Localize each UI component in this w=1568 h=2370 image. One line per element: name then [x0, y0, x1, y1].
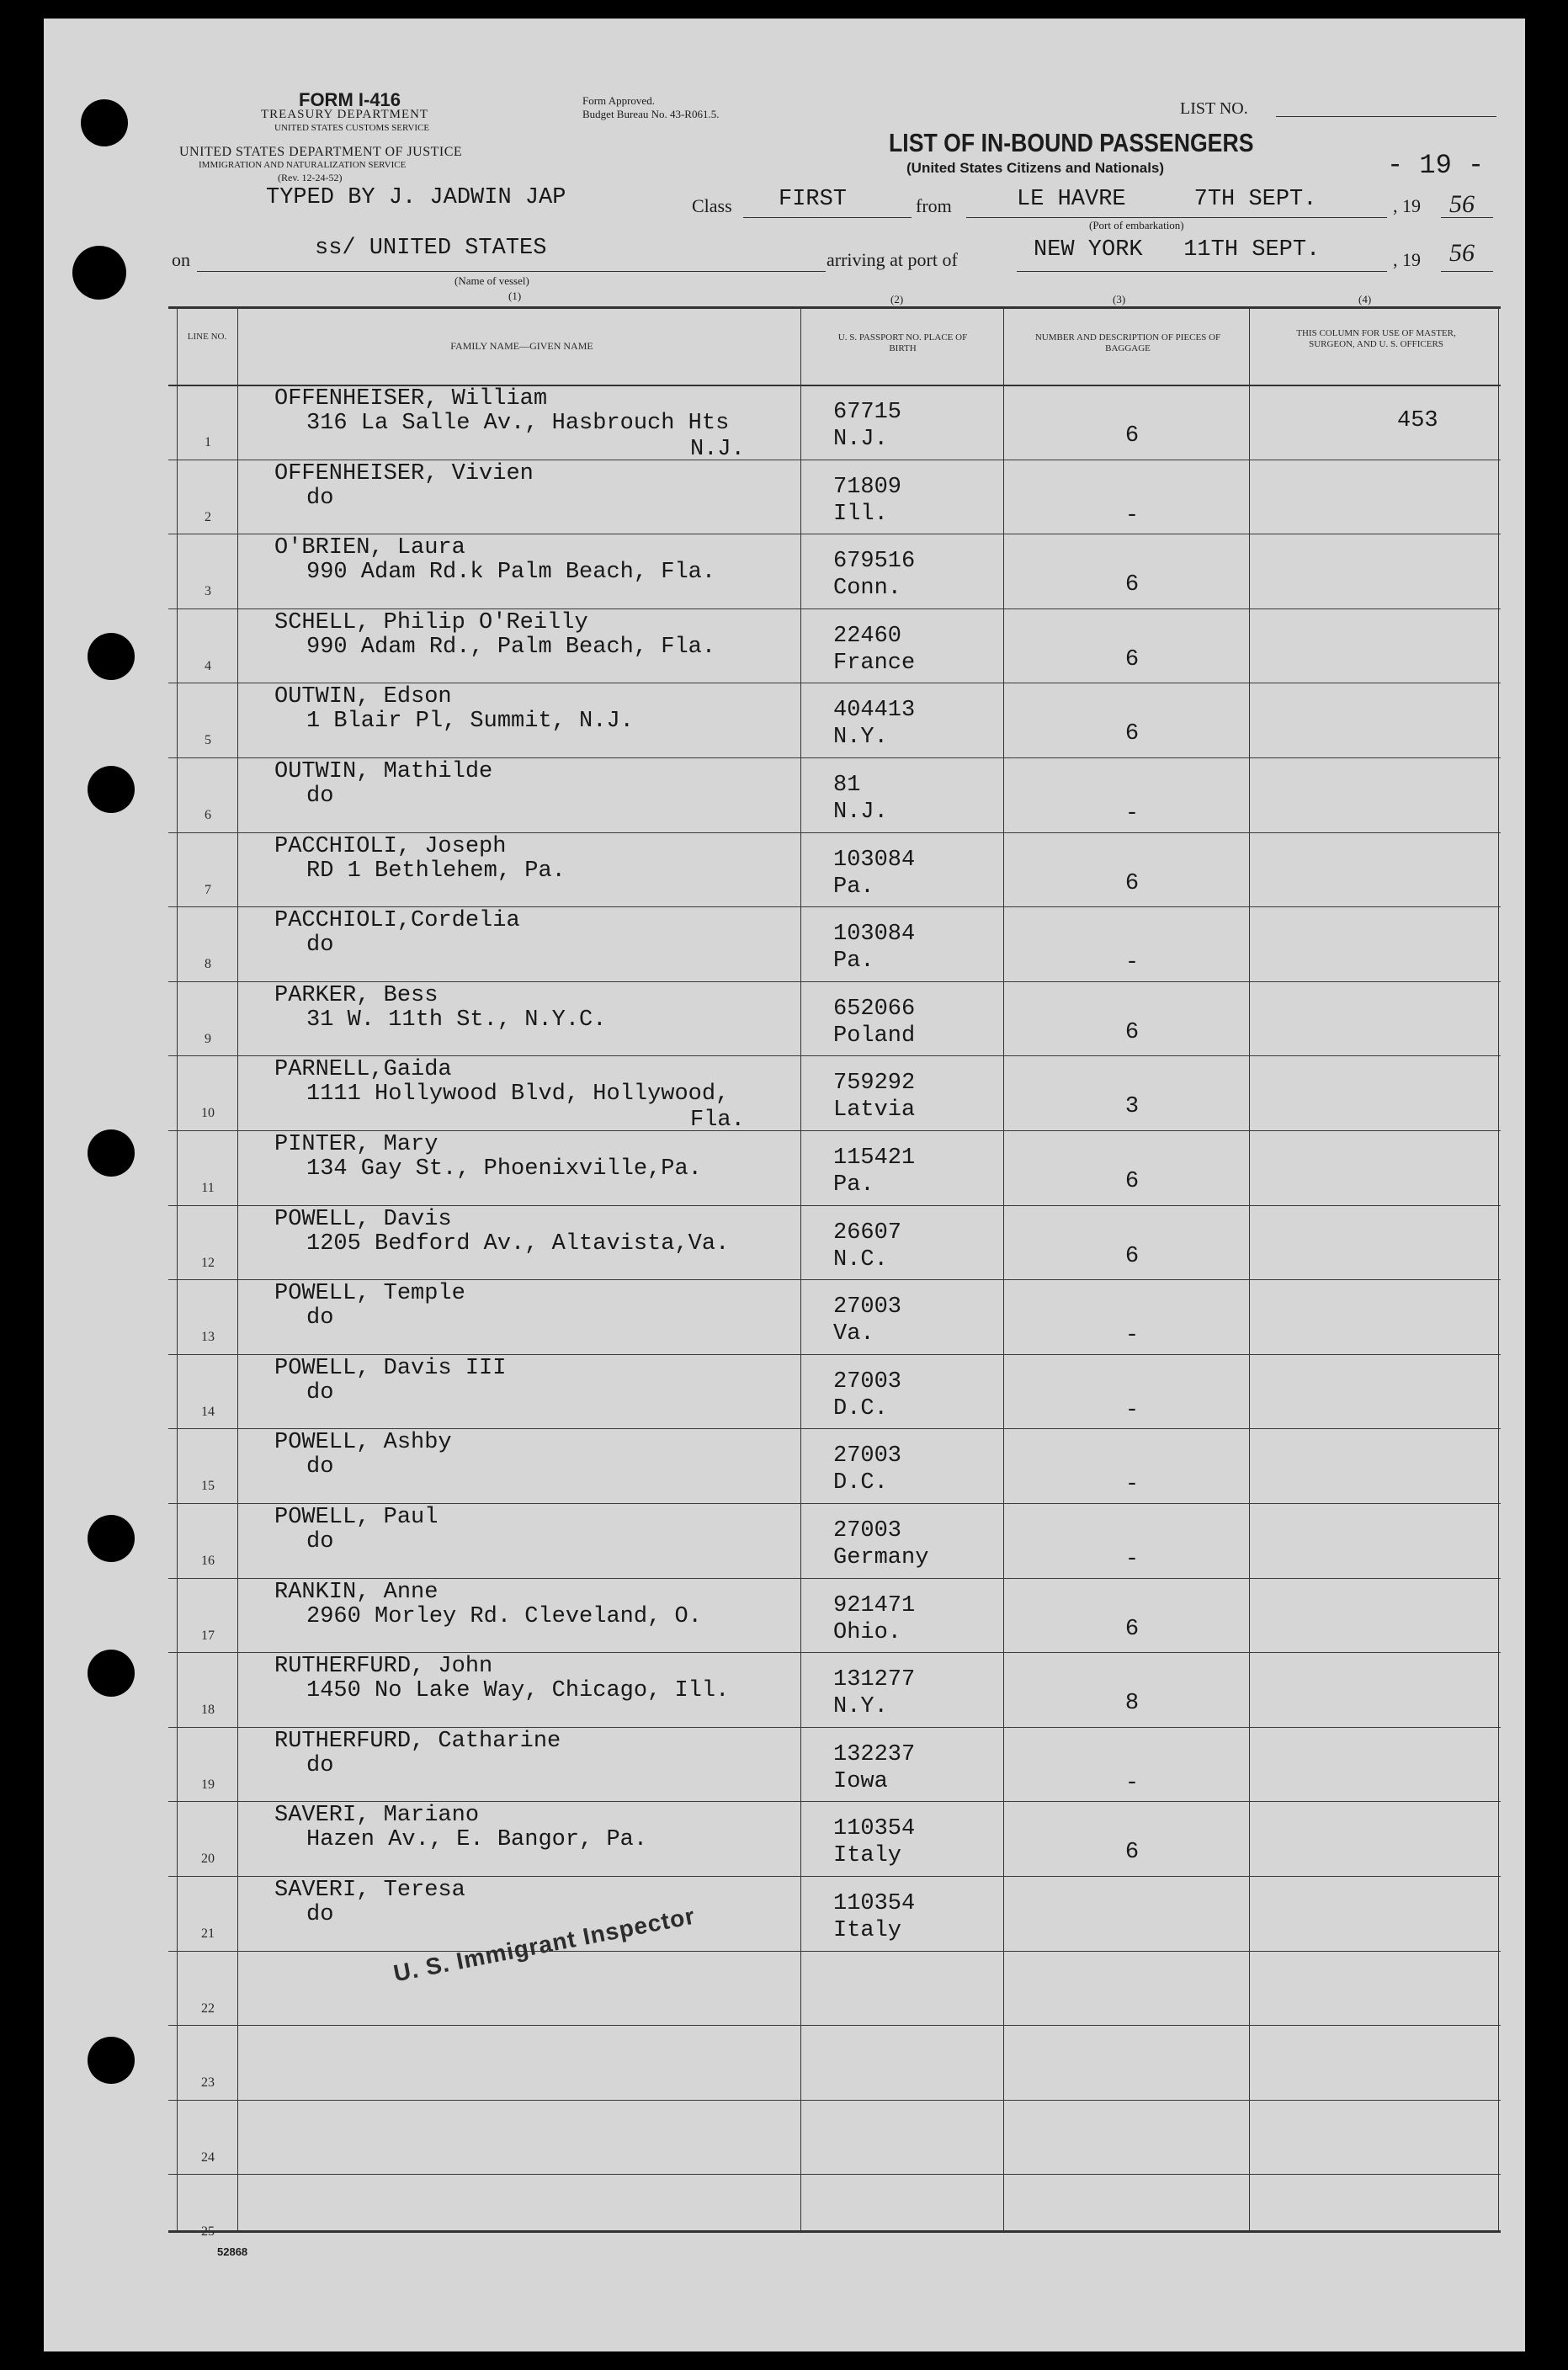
year-line-2: [1441, 271, 1493, 272]
passport-number: 26607: [833, 1220, 902, 1246]
row-divider: [168, 1951, 1501, 1952]
baggage-count: 6: [1124, 1243, 1140, 1269]
passport-number: 27003: [833, 1518, 902, 1544]
place-of-birth: D.C.: [833, 1395, 888, 1421]
place-of-birth: N.Y.: [833, 725, 888, 751]
baggage-count: -: [1124, 1323, 1140, 1349]
class-label: Class: [692, 195, 732, 216]
baggage-count: -: [1124, 801, 1140, 826]
row-divider: [168, 757, 1501, 758]
baggage-count: -: [1124, 1472, 1140, 1498]
treasury-dept: TREASURY DEPARTMENT: [261, 108, 429, 121]
place-of-birth: Ohio.: [833, 1619, 902, 1645]
baggage-count: 6: [1124, 1169, 1140, 1194]
passenger-name: POWELL, Temple: [274, 1281, 465, 1307]
col-divider-line: [237, 306, 238, 2230]
baggage-count: 6: [1124, 870, 1140, 896]
form-revision: (Rev. 12-24-52): [278, 172, 343, 183]
row-divider: [168, 906, 1501, 907]
passport-number: 27003: [833, 1294, 902, 1321]
passenger-name: PINTER, Mary: [274, 1132, 439, 1157]
list-no-line: [1276, 116, 1496, 117]
passport-number: 759292: [833, 1071, 916, 1097]
passport-number: 131277: [833, 1667, 916, 1693]
arrival-value: NEW YORK 11TH SEPT.: [1034, 237, 1321, 263]
place-of-birth: Pa.: [833, 949, 874, 975]
line-number: 6: [205, 808, 211, 822]
baggage-count: 6: [1124, 1840, 1140, 1866]
passenger-name: PARNELL,Gaida: [274, 1057, 452, 1083]
row-divider: [168, 1652, 1501, 1653]
place-of-birth: Poland: [833, 1023, 916, 1049]
customs-service: UNITED STATES CUSTOMS SERVICE: [274, 123, 430, 133]
passport-number: 115421: [833, 1145, 916, 1171]
inspector-stamp: U. S. Immigrant Inspector: [391, 1902, 698, 1987]
place-of-birth: Italy: [833, 1918, 902, 1943]
passenger-address: 990 Adam Rd.k Palm Beach, Fla.: [306, 560, 716, 586]
binder-hole: [88, 766, 135, 813]
passenger-name: RUTHERFURD, John: [274, 1654, 493, 1680]
passenger-address-cont: Fla.: [690, 1108, 745, 1134]
list-no-label: LIST NO.: [1180, 99, 1248, 118]
col-divider-baggage: [1249, 306, 1250, 2230]
place-of-birth: Latvia: [833, 1097, 916, 1124]
passenger-name: PARKER, Bess: [274, 982, 439, 1008]
baggage-count: 3: [1124, 1094, 1140, 1120]
row-divider: [168, 2100, 1501, 2101]
passport-number: 103084: [833, 922, 916, 948]
line-number: 14: [201, 1404, 215, 1419]
passenger-address: do: [306, 485, 334, 511]
baggage-count: -: [1124, 1397, 1140, 1423]
passenger-address: do: [306, 1902, 334, 1927]
passenger-address: 316 La Salle Av., Hasbrouch Hts: [306, 411, 730, 436]
official-use-note: 453: [1397, 408, 1438, 433]
line-number: 1: [205, 435, 211, 449]
passenger-address: 1 Blair Pl, Summit, N.J.: [306, 709, 634, 735]
passenger-address: do: [306, 784, 334, 809]
col-num-4: (4): [1358, 293, 1372, 306]
line-number: 8: [205, 957, 211, 972]
line-number: 25: [201, 2224, 215, 2240]
baggage-count: 6: [1124, 721, 1140, 747]
passport-number: 921471: [833, 1592, 916, 1618]
col-divider-passport: [1003, 306, 1004, 2230]
passport-number: 132237: [833, 1741, 916, 1767]
place-of-birth: France: [833, 650, 916, 676]
passport-number: 27003: [833, 1443, 902, 1469]
passport-number: 110354: [833, 1891, 916, 1916]
col-num-2: (2): [890, 293, 904, 306]
vessel-name: ss/ UNITED STATES: [315, 236, 547, 261]
place-of-birth: Conn.: [833, 576, 902, 602]
row-divider: [168, 1130, 1501, 1131]
passenger-name: POWELL, Davis III: [274, 1355, 507, 1381]
line-number: 13: [201, 1330, 215, 1345]
place-of-birth: Germany: [833, 1545, 929, 1570]
binder-hole: [88, 1515, 135, 1562]
vessel-line: [197, 271, 826, 272]
passenger-address: do: [306, 1379, 334, 1406]
passenger-address: do: [306, 1305, 334, 1331]
row-divider: [168, 1279, 1501, 1280]
year-value-2: 56: [1449, 239, 1475, 267]
from-label: from: [916, 195, 952, 216]
baggage-count: -: [1124, 1547, 1140, 1572]
row-divider: [168, 981, 1501, 982]
passenger-name: PACCHIOLI, Joseph: [274, 833, 507, 859]
passenger-name: SCHELL, Philip O'Reilly: [274, 609, 588, 635]
col-header-passport: U. S. PASSPORT NO. PLACE OF BIRTH: [837, 332, 968, 353]
row-divider: [168, 832, 1501, 833]
col-num-3: (3): [1113, 293, 1126, 306]
baggage-count: 8: [1124, 1691, 1140, 1717]
passenger-name: PACCHIOLI,Cordelia: [274, 908, 520, 934]
row-divider: [168, 1727, 1501, 1728]
passport-number: 679516: [833, 549, 916, 575]
passenger-name: SAVERI, Teresa: [274, 1878, 465, 1903]
passenger-address: do: [306, 1752, 334, 1778]
line-number: 3: [205, 584, 211, 599]
place-of-birth: Pa.: [833, 1172, 874, 1198]
passenger-address: do: [306, 1529, 334, 1554]
passenger-address: 990 Adam Rd., Palm Beach, Fla.: [306, 634, 716, 660]
passport-number: 110354: [833, 1816, 916, 1842]
budget-bureau: Budget Bureau No. 43-R061.5.: [582, 108, 720, 120]
place-of-birth: D.C.: [833, 1470, 888, 1496]
passenger-name: OUTWIN, Edson: [274, 684, 452, 710]
arrival-line: [1017, 271, 1387, 272]
form-subtitle: (United States Citizens and Nationals): [906, 160, 1165, 176]
col-header-line-no: LINE NO.: [187, 332, 227, 342]
passenger-address: do: [306, 1454, 334, 1480]
form-number: FORM I-416: [299, 89, 401, 110]
from-line: [966, 217, 1387, 218]
baggage-count: -: [1124, 502, 1140, 529]
line-number: 4: [205, 658, 211, 673]
binder-hole: [88, 633, 135, 680]
ins-service: IMMIGRATION AND NATURALIZATION SERVICE: [199, 160, 407, 170]
place-of-birth: Pa.: [833, 874, 874, 900]
place-of-birth: N.C.: [833, 1246, 888, 1273]
passenger-name: OUTWIN, Mathilde: [274, 759, 493, 784]
table-left-border: [177, 306, 178, 2230]
col-divider-name: [800, 306, 801, 2230]
col-num-1: (1): [508, 290, 522, 302]
passenger-address: RD 1 Bethlehem, Pa.: [306, 858, 566, 884]
passenger-name: POWELL, Paul: [274, 1505, 439, 1530]
arriving-label: arriving at port of: [827, 249, 958, 270]
passenger-name: RANKIN, Anne: [274, 1579, 439, 1605]
binder-hole: [72, 246, 126, 300]
baggage-count: -: [1124, 1770, 1140, 1796]
passenger-name: RUTHERFURD, Catharine: [274, 1728, 561, 1754]
place-of-birth: Va.: [833, 1321, 874, 1347]
binder-hole: [88, 2037, 135, 2084]
year-prefix-1: , 19: [1393, 195, 1421, 216]
place-of-birth: Ill.: [833, 501, 888, 527]
row-divider: [168, 1205, 1501, 1206]
document-page: [44, 19, 1525, 2351]
col-header-baggage: NUMBER AND DESCRIPTION OF PIECES OF BAGGAGE: [1034, 332, 1221, 353]
line-number: 18: [201, 1703, 215, 1718]
baggage-count: 6: [1124, 1019, 1140, 1045]
passenger-address: Hazen Av., E. Bangor, Pa.: [306, 1827, 648, 1853]
passenger-address: 2960 Morley Rd. Cleveland, O.: [306, 1603, 702, 1629]
baggage-count: 6: [1124, 423, 1140, 449]
passenger-address-cont: N.J.: [690, 437, 745, 462]
baggage-count: 6: [1124, 1616, 1140, 1642]
table-right-border: [1498, 306, 1499, 2230]
year-line-1: [1441, 217, 1493, 218]
passenger-name: O'BRIEN, Laura: [274, 535, 465, 561]
row-divider: [168, 1578, 1501, 1579]
year-value-1: 56: [1449, 190, 1475, 218]
passport-number: 71809: [833, 474, 902, 500]
passenger-address: 1450 No Lake Way, Chicago, Ill.: [306, 1678, 730, 1704]
line-number: 16: [201, 1554, 215, 1568]
line-number: 21: [201, 1926, 215, 1941]
table-bottom-rule: [168, 2230, 1501, 2233]
passport-number: 22460: [833, 623, 902, 649]
line-number: 11: [201, 1181, 215, 1195]
vessel-caption: (Name of vessel): [454, 274, 529, 287]
passport-number: 404413: [833, 698, 916, 724]
form-approved: Form Approved.: [582, 94, 655, 107]
binder-hole: [88, 1129, 135, 1177]
class-line: [743, 217, 912, 218]
line-number: 15: [201, 1479, 215, 1494]
row-divider: [168, 1354, 1501, 1355]
passport-number: 81: [833, 773, 861, 798]
baggage-count: 6: [1124, 646, 1140, 672]
baggage-count: 6: [1124, 572, 1140, 598]
line-number: 17: [201, 1628, 215, 1643]
line-number: 9: [205, 1031, 211, 1046]
line-number: 23: [201, 2075, 215, 2091]
passport-number: 27003: [833, 1368, 902, 1395]
baggage-count: -: [1124, 950, 1140, 976]
passenger-name: OFFENHEISER, William: [274, 386, 548, 412]
table-top-rule: [168, 306, 1501, 309]
passenger-address: 1111 Hollywood Blvd, Hollywood,: [306, 1081, 730, 1108]
place-of-birth: Italy: [833, 1843, 902, 1869]
binder-hole: [88, 1650, 135, 1697]
place-of-birth: N.Y.: [833, 1694, 888, 1720]
typed-by: TYPED BY J. JADWIN JAP: [266, 185, 566, 210]
row-divider: [168, 1503, 1501, 1504]
passenger-name: SAVERI, Mariano: [274, 1803, 480, 1829]
sheet-number: - 19 -: [1387, 150, 1485, 181]
form-title: LIST OF IN-BOUND PASSENGERS: [889, 128, 1254, 157]
justice-dept: UNITED STATES DEPARTMENT OF JUSTICE: [179, 145, 463, 159]
binder-hole: [81, 99, 128, 146]
passenger-name: POWELL, Davis: [274, 1206, 452, 1232]
line-number: 24: [201, 2149, 215, 2165]
line-number: 12: [201, 1255, 215, 1270]
place-of-birth: N.J.: [833, 427, 888, 452]
line-number: 5: [205, 733, 211, 748]
place-of-birth: Iowa: [833, 1768, 888, 1794]
passport-number: 103084: [833, 847, 916, 873]
row-divider: [168, 1055, 1501, 1056]
line-number: 2: [205, 509, 211, 524]
year-prefix-2: , 19: [1393, 249, 1421, 270]
line-number: 22: [201, 2001, 215, 2016]
line-number: 10: [201, 1106, 215, 1121]
row-divider: [168, 1428, 1501, 1429]
passenger-name: POWELL, Ashby: [274, 1430, 452, 1456]
place-of-birth: N.J.: [833, 800, 888, 825]
passenger-address: 31 W. 11th St., N.Y.C.: [306, 1007, 607, 1033]
col-header-officers: THIS COLUMN FOR USE OF MASTER, SURGEON, AND U. S. OFFICERS: [1296, 328, 1456, 349]
row-divider: [168, 2174, 1501, 2175]
passenger-name: OFFENHEISER, Vivien: [274, 460, 534, 486]
line-number: 20: [201, 1852, 215, 1867]
row-divider: [168, 1876, 1501, 1877]
on-label: on: [172, 249, 190, 270]
passport-number: 67715: [833, 400, 902, 425]
row-divider: [168, 608, 1501, 609]
class-value: FIRST: [779, 187, 848, 212]
port-embarkation-caption: (Port of embarkation): [1089, 219, 1184, 231]
passenger-address: 1205 Bedford Av., Altavista,Va.: [306, 1230, 730, 1257]
col-header-name: FAMILY NAME—GIVEN NAME: [450, 340, 593, 352]
passenger-address: 134 Gay St., Phoenixville,Pa.: [306, 1156, 702, 1182]
line-number: 7: [205, 882, 211, 897]
footer-code: 52868: [217, 2245, 248, 2258]
from-value: LE HAVRE 7TH SEPT.: [1017, 187, 1317, 212]
line-number: 19: [201, 1777, 215, 1792]
row-divider: [168, 2025, 1501, 2026]
passport-number: 652066: [833, 996, 916, 1022]
row-divider: [168, 1801, 1501, 1802]
passenger-address: do: [306, 933, 334, 959]
